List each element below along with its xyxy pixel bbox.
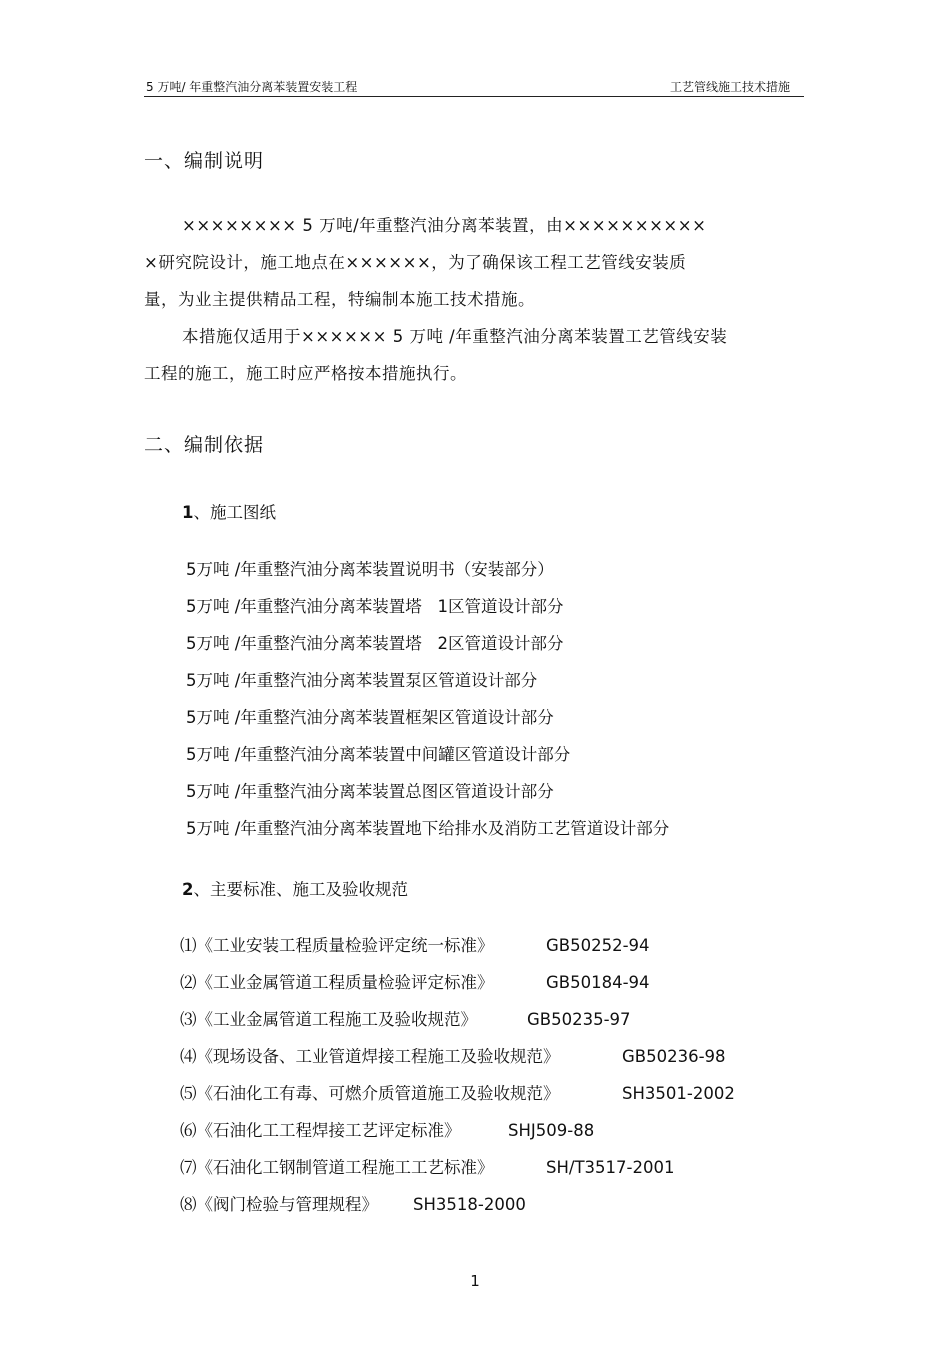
para2-line2: 工程的施工，施工时应严格按本措施执行。	[144, 364, 467, 383]
subsection-drawings-title	[182, 499, 276, 523]
standard-code: SH3518-2000	[413, 1195, 526, 1214]
standard-name: ⑴《工业安装工程质量检验评定统一标准》	[180, 936, 494, 955]
list-item	[180, 1038, 726, 1075]
list-item: 5万吨 /年重整汽油分离苯装置总图区管道设计部分	[186, 782, 554, 801]
standard-code: SH/T3517-2001	[546, 1158, 675, 1177]
list-item	[180, 1112, 595, 1149]
standard-name: ⑸《石油化工有毒、可燃介质管道施工及验收规范》	[180, 1084, 560, 1103]
subsection-standards-title	[182, 876, 408, 900]
standard-code: GB50184-94	[546, 973, 650, 992]
subsection-label: 、施工图纸	[193, 503, 276, 522]
standard-code: SHJ509-88	[508, 1121, 595, 1140]
standards-list	[180, 927, 735, 1223]
section2-title: 二、编制依据	[144, 434, 265, 456]
section1-title: 一、编制说明	[144, 150, 265, 172]
list-item: 5万吨 /年重整汽油分离苯装置泵区管道设计部分	[186, 671, 538, 690]
page-number: 1	[470, 1272, 480, 1290]
subsection-number: 2	[182, 880, 194, 899]
standard-code: GB50236-98	[622, 1047, 726, 1066]
list-item	[180, 1001, 631, 1038]
standard-code: GB50235-97	[527, 1010, 631, 1029]
section1-paragraph-1	[144, 207, 794, 392]
standard-name: ⑷《现场设备、工业管道焊接工程施工及验收规范》	[180, 1047, 560, 1066]
standard-name: ⑶《工业金属管道工程施工及验收规范》	[180, 1010, 477, 1029]
list-item: 5万吨 /年重整汽油分离苯装置塔 2区管道设计部分	[186, 634, 564, 653]
standard-name: ⑺《石油化工钢制管道工程施工工艺标准》	[180, 1158, 494, 1177]
subsection-number: 1	[182, 503, 194, 522]
page-header	[144, 76, 804, 97]
standard-name: ⑻《阀门检验与管理规程》	[180, 1195, 378, 1214]
standard-name: ⑵《工业金属管道工程质量检验评定标准》	[180, 973, 494, 992]
para1-line2: ×研究院设计，施工地点在××××××，为了确保该工程工艺管线安装质	[144, 253, 687, 272]
header-left-title: 5 万吨/ 年重整汽油分离苯装置安装工程	[146, 80, 358, 94]
list-item: 5万吨 /年重整汽油分离苯装置地下给排水及消防工艺管道设计部分	[186, 819, 670, 838]
list-item: 5万吨 /年重整汽油分离苯装置中间罐区管道设计部分	[186, 745, 571, 764]
list-item: 5万吨 /年重整汽油分离苯装置说明书（安装部分）	[186, 560, 554, 579]
list-item: 5万吨 /年重整汽油分离苯装置框架区管道设计部分	[186, 708, 554, 727]
para1-line1: ×××××××× 5 万吨/年重整汽油分离苯装置，由××××××××××	[182, 216, 707, 235]
list-item	[180, 1186, 560, 1223]
header-right-title: 工艺管线施工技术措施	[669, 80, 790, 94]
standard-code: GB50252-94	[546, 936, 650, 955]
list-item	[180, 927, 650, 964]
subsection-label: 、主要标准、施工及验收规范	[193, 880, 408, 899]
para2-line1: 本措施仅适用于×××××× 5 万吨 /年重整汽油分离苯装置工艺管线安装	[182, 327, 728, 346]
para1-line3: 量，为业主提供精品工程，特编制本施工技术措施。	[144, 290, 535, 309]
standard-code: SH3501-2002	[622, 1084, 735, 1103]
list-item: 5万吨 /年重整汽油分离苯装置塔 1区管道设计部分	[186, 597, 564, 616]
list-item	[180, 964, 650, 1001]
list-item	[180, 1149, 675, 1186]
list-item	[180, 1075, 735, 1112]
standard-name: ⑹《石油化工工程焊接工艺评定标准》	[180, 1121, 461, 1140]
drawings-list	[186, 551, 669, 847]
